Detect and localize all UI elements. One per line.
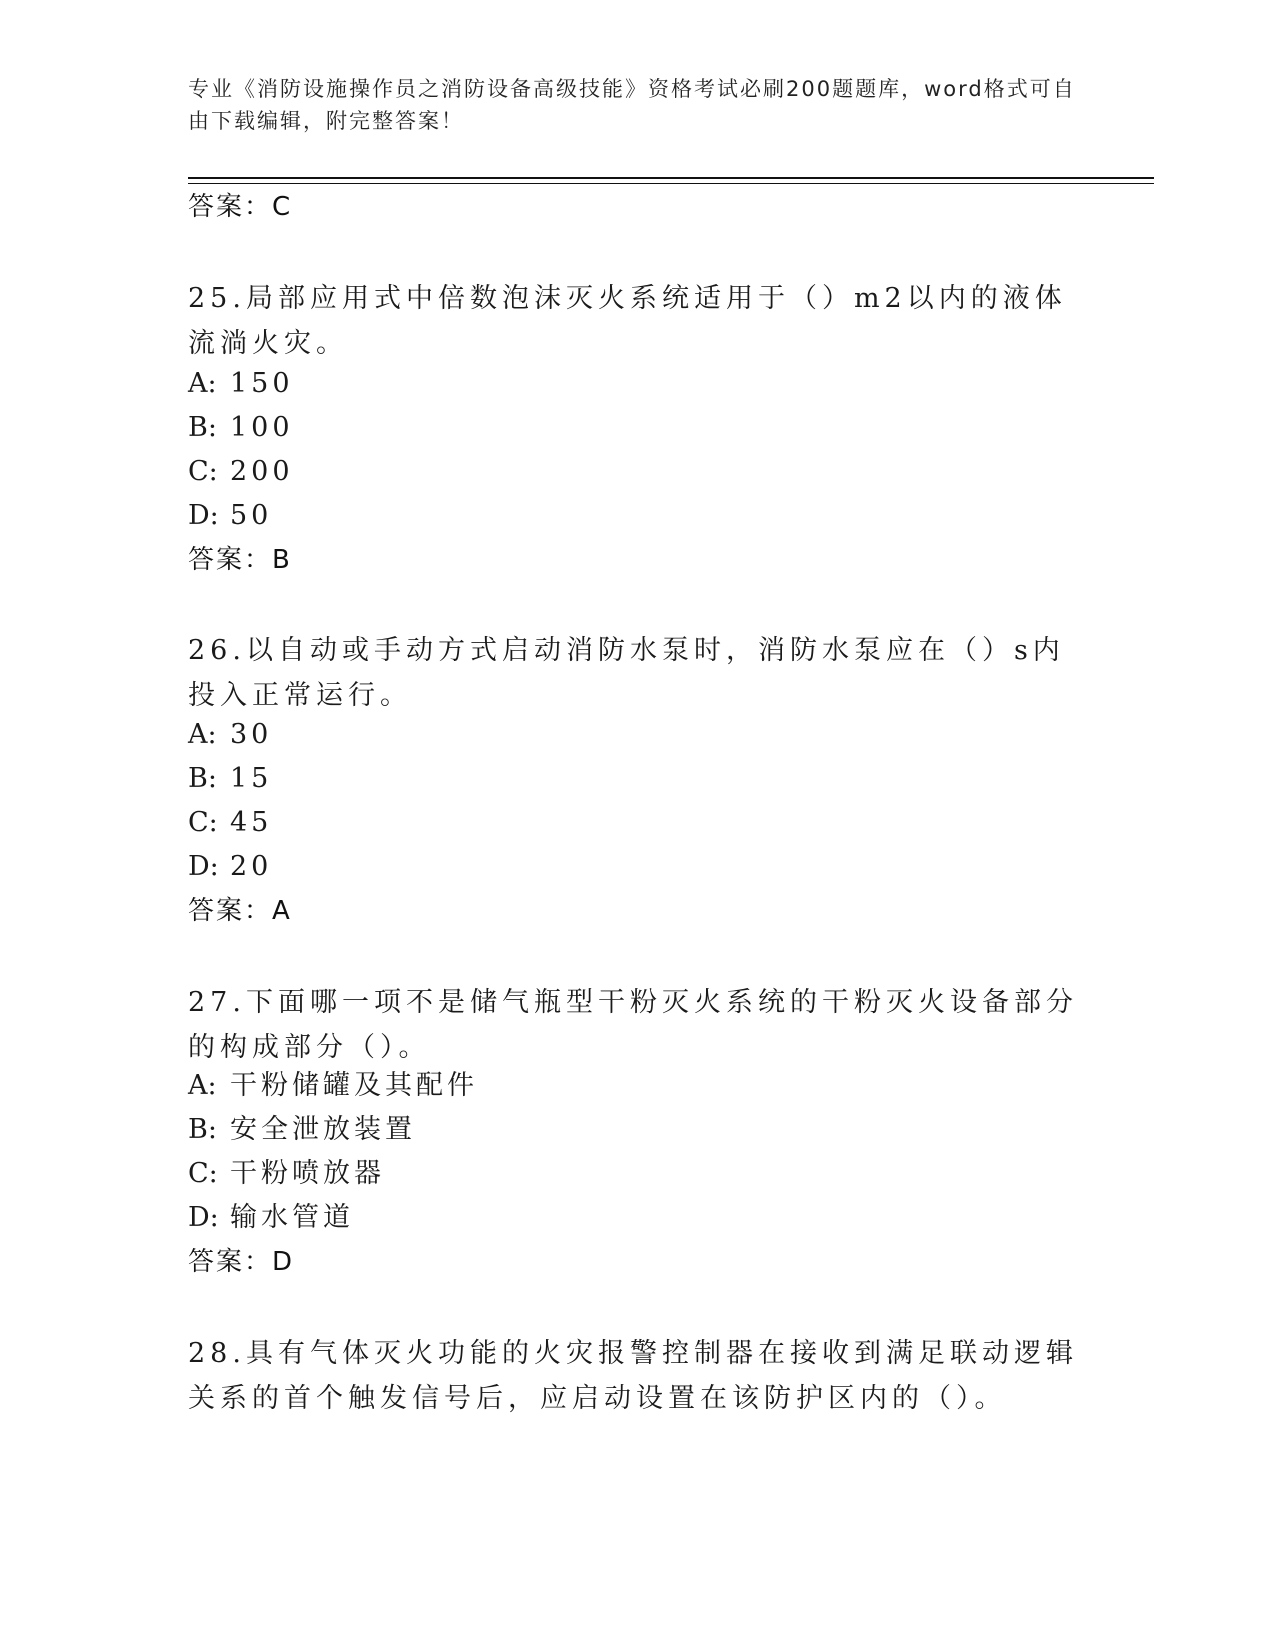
question-27-answer: 答案：D: [188, 1247, 295, 1277]
question-26-option-d: [188, 850, 272, 884]
option-label: C:: [188, 807, 218, 838]
option-label: D:: [188, 851, 219, 882]
question-25-option-d: [188, 499, 272, 533]
option-text: 15: [230, 763, 273, 794]
option-text: 安全泄放装置: [230, 1114, 416, 1145]
option-label: A:: [188, 1070, 217, 1101]
question-27-stem: 27.下面哪一项不是储气瓶型干粉灭火系统的干粉灭火设备部分的构成部分（）。: [188, 987, 1078, 1063]
question-27-option-a: [188, 1069, 478, 1103]
answer-prev: 答案：C: [188, 192, 293, 222]
option-text: 50: [230, 500, 273, 531]
option-label: B:: [188, 763, 217, 794]
question-26-option-a: [188, 718, 272, 752]
document-header: 专业《消防设施操作员之消防设备高级技能》资格考试必刷200题题库，word格式可自由下载编辑，附完整答案！: [188, 77, 1076, 133]
option-text: 30: [230, 719, 273, 750]
option-text: 100: [230, 412, 294, 443]
question-27-option-c: [188, 1157, 385, 1191]
question-25-option-b: [188, 411, 294, 445]
option-label: A:: [188, 719, 217, 750]
question-28-stem: 28.具有气体灭火功能的火灾报警控制器在接收到满足联动逻辑关系的首个触发信号后，应启动设置在该防护区内的（）。: [188, 1338, 1078, 1414]
question-26-option-b: [188, 762, 272, 796]
option-label: A:: [188, 368, 217, 399]
option-label: D:: [188, 500, 219, 531]
question-27-option-d: [188, 1201, 354, 1235]
question-26-answer: 答案：A: [188, 896, 292, 926]
question-26-option-c: [188, 806, 272, 840]
option-label: D:: [188, 1202, 219, 1233]
question-25-stem: 25.局部应用式中倍数泡沫灭火系统适用于（）m2以内的液体流淌火灾。: [188, 283, 1067, 359]
option-text: 45: [230, 807, 273, 838]
question-25-option-c: [188, 455, 294, 489]
option-text: 输水管道: [230, 1202, 354, 1233]
option-label: B:: [188, 1114, 217, 1145]
question-26-stem: 26.以自动或手动方式启动消防水泵时，消防水泵应在（）s内投入正常运行。: [188, 635, 1065, 711]
option-label: C:: [188, 456, 218, 487]
option-text: 150: [230, 368, 294, 399]
option-label: C:: [188, 1158, 218, 1189]
option-text: 干粉喷放器: [230, 1158, 385, 1189]
question-25-option-a: [188, 367, 294, 401]
option-text: 干粉储罐及其配件: [230, 1070, 478, 1101]
option-text: 20: [230, 851, 273, 882]
option-text: 200: [230, 456, 294, 487]
question-27-option-b: [188, 1113, 416, 1147]
header-rule-thin: [188, 183, 1154, 184]
option-label: B:: [188, 412, 217, 443]
header-rule-thick: [188, 177, 1154, 179]
question-25-answer: 答案：B: [188, 545, 292, 575]
